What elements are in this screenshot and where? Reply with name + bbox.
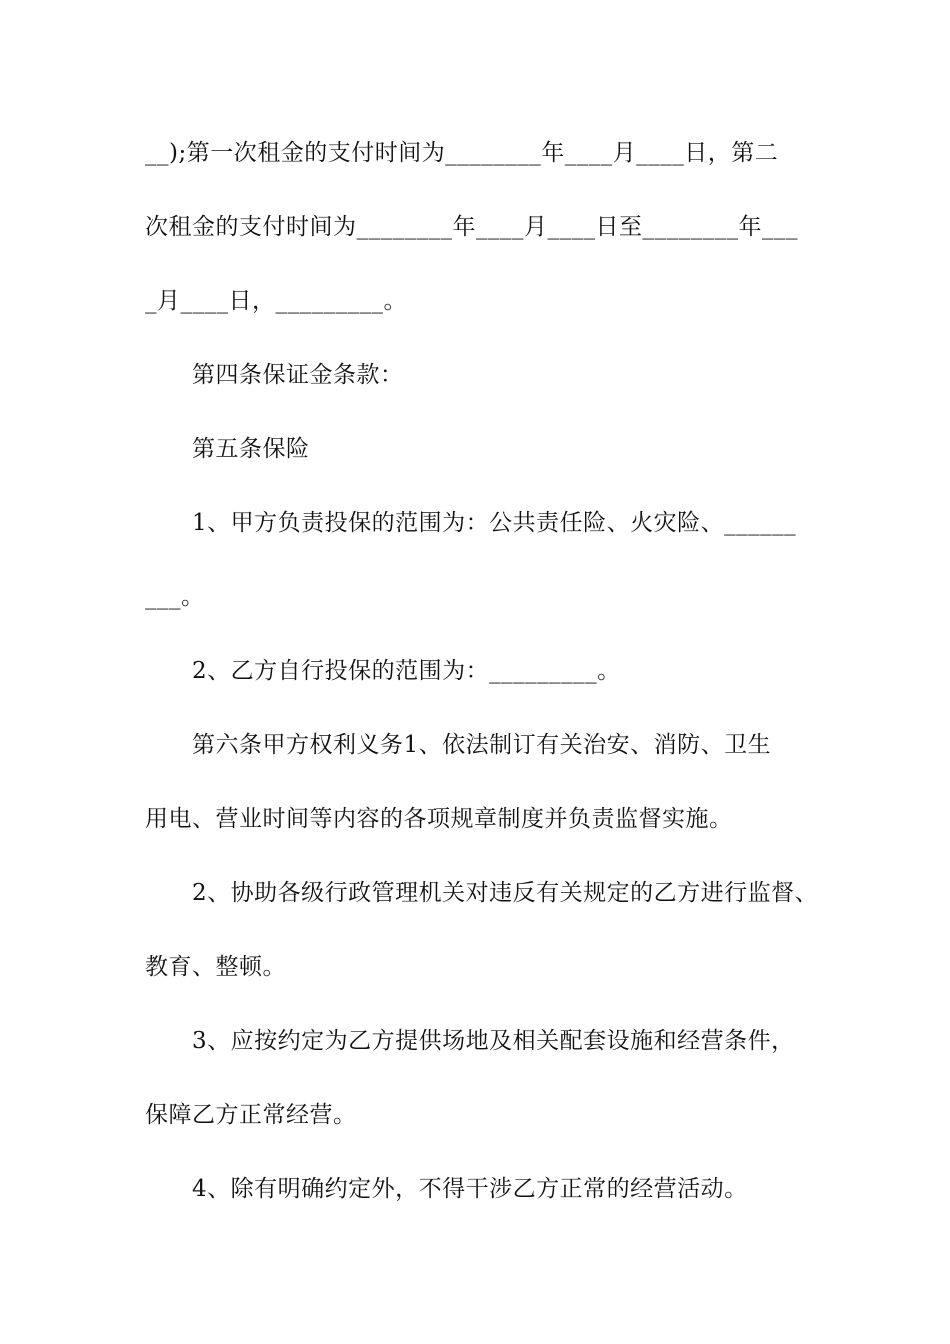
text-line: 1、甲方负责投保的范围为：公共责任险、火灾险、______	[192, 510, 797, 536]
text-line: _月____日，_________。	[145, 288, 407, 314]
text-line: 3、应按约定为乙方提供场地及相关配套设施和经营条件，	[192, 1028, 795, 1054]
text-line: 教育、整顿。	[145, 954, 286, 980]
text-line: 次租金的支付时间为________年____月____日至________年___	[145, 214, 798, 240]
section-heading: 第五条保险	[192, 436, 310, 462]
section-heading: 第六条甲方权利义务1、依法制订有关治安、消防、卫生	[192, 732, 772, 758]
text-line: 保障乙方正常经营。	[145, 1102, 357, 1128]
section-heading: 第四条保证金条款：	[192, 362, 404, 388]
text-line: 用电、营业时间等内容的各项规章制度并负责监督实施。	[145, 806, 733, 832]
text-line: 2、协助各级行政管理机关对违反有关规定的乙方进行监督、	[192, 880, 819, 906]
text-line: 2、乙方自行投保的范围为：_________。	[192, 658, 621, 684]
text-line: ___。	[145, 584, 205, 610]
text-line: 4、除有明确约定外，不得干涉乙方正常的经营活动。	[192, 1176, 748, 1202]
text-line: __);第一次租金的支付时间为________年____月____日，第二	[145, 140, 779, 166]
